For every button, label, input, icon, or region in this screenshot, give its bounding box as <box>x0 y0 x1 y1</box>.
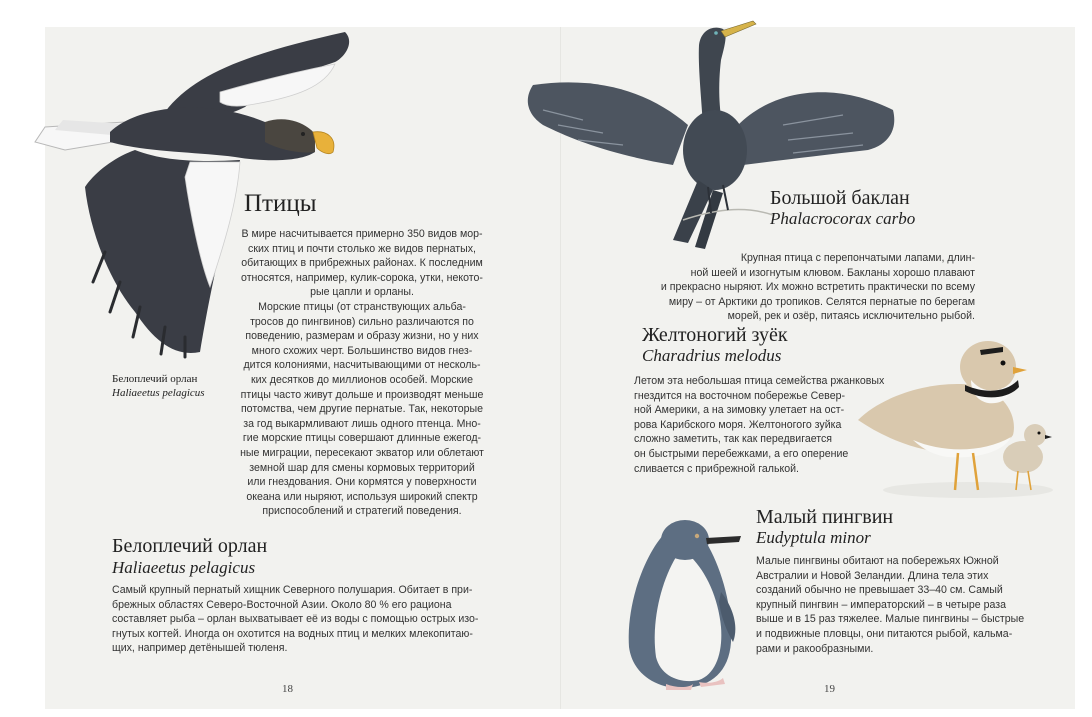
book-spread <box>45 27 1075 709</box>
cormorant-line: Крупная птица с перепончатыми лапами, длин- <box>740 252 975 264</box>
eagle-text <box>112 583 532 656</box>
penguin-line: созданий обычно не превышает 33–40 см. Самый <box>756 584 1003 597</box>
penguin-line: и подвижные пловцы, они питаются рыбой, кальма- <box>756 627 1013 640</box>
eagle-caption-common: Белоплечий орлан <box>112 373 198 385</box>
penguin-latin-name: Eudyptula minor <box>756 528 871 547</box>
intro-line: гие морские птицы совершают длинные ежегод- <box>242 432 482 445</box>
intro-line: Морские птицы (от странствующих альба- <box>258 300 466 313</box>
intro-line: много схожих черт. Большинство видов гнез- <box>251 344 473 357</box>
intro-line: ные миграции, пересекают экватор или облетают <box>240 446 484 459</box>
intro-line: океана или ныряют, используя широкий спектр <box>246 490 478 503</box>
intro-line: ких десятков до миллионов особей. Морские <box>251 373 473 386</box>
plover-line: рова Карибского моря. Желтоногого зуйка <box>634 418 842 431</box>
eagle-line: щих, например детёнышей тюленя. <box>112 642 288 655</box>
plover-text <box>634 374 889 476</box>
eagle-heading: Белоплечий орлан <box>112 535 268 557</box>
intro-line: земной шар для смены кормовых территорий <box>249 461 475 474</box>
intro-line: ских птиц и почти столько же видов пернатых, <box>248 242 476 255</box>
cormorant-line: миру – от Арктики до тропиков. Селятся пернатые по берегам <box>668 295 975 308</box>
plover-line: он быстрыми перебежками, а его оперение <box>634 447 849 460</box>
intro-line: тросов до пингвинов) сильно различаются по <box>250 315 474 328</box>
intro-line: или гнездования. Они кормятся у поверхности <box>247 476 477 489</box>
penguin-line: крупный пингвин – императорский – в четыре раза <box>756 598 1006 611</box>
intro-line: относятся, например, кулик-сорока, утки, некото- <box>241 271 483 284</box>
cormorant-line: и прекрасно ныряют. Их можно встретить практически по всему <box>660 281 975 294</box>
page-number-right: 19 <box>824 683 835 695</box>
eagle-line: составляет рыба – орлан выхватывает её из воды с помощью острых изо- <box>112 613 479 626</box>
plover-line: ной Америки, а на зимовку улетает на ост- <box>634 404 845 417</box>
eagle-caption-latin: Haliaeetus pelagicus <box>112 387 205 399</box>
eagle-line: Самый крупный пернатый хищник Северного полушария. Обитает в при- <box>112 584 473 596</box>
eagle-image-caption <box>112 372 205 400</box>
cormorant-line: морей, рек и озёр, питаясь исключительно рыбой. <box>727 310 975 323</box>
intro-text <box>237 227 487 519</box>
cormorant-latin-name: Phalacrocorax carbo <box>770 209 916 228</box>
little-penguin-illustration <box>621 512 751 692</box>
penguin-line: Малые пингвины обитают на побережьях Южной <box>756 555 999 567</box>
intro-line: обитающих в прибрежных районах. К последним <box>241 257 483 270</box>
plover-heading: Желтоногий зуёк <box>642 324 788 346</box>
penguin-line: рами и ракообразными. <box>756 642 874 655</box>
piping-plover-illustration <box>853 325 1053 505</box>
penguin-heading: Малый пингвин <box>756 506 894 528</box>
plover-latin-name: Charadrius melodus <box>642 346 782 365</box>
intro-line: за год выкармливают лишь одного птенца. Мно- <box>243 417 481 430</box>
page-title: Птицы <box>244 190 317 217</box>
intro-line: потомства, чем другие пернатые. Так, некоторые <box>240 403 484 416</box>
intro-line: В мире насчитывается примерно 350 видов мор- <box>241 228 483 240</box>
intro-line: рые цапли и орланы. <box>310 286 414 299</box>
page-number-left: 18 <box>282 683 293 695</box>
intro-line: поведению, размерам и образу жизни, но у них <box>245 330 479 343</box>
eagle-line: гнутых когтей. Иногда он охотится на водных птиц и мелких млекопитаю- <box>112 627 473 640</box>
plover-line: сливается с прибрежной галькой. <box>634 462 799 475</box>
plover-line: сложно заметить, так как передвигается <box>634 433 833 446</box>
eagle-line: брежных областях Северо-Восточной Азии. Около 80 % его рациона <box>112 598 452 611</box>
intro-line: птицы часто живут дольше и производят меньше <box>240 388 484 401</box>
intro-line: дится колониями, насчитывающими от несколь- <box>243 359 481 372</box>
cormorant-line: ной шеей и изогнутым клювом. Бакланы хорошо плавают <box>690 266 975 279</box>
penguin-text <box>756 554 1046 656</box>
penguin-line: Австралии и Новой Зеландии. Длина тела этих <box>756 569 989 582</box>
cormorant-heading: Большой баклан <box>770 187 910 209</box>
penguin-line: выше и в 15 раз тяжелее. Малые пингвины – быстрые <box>756 613 1025 626</box>
eagle-latin-name: Haliaeetus pelagicus <box>112 558 256 577</box>
plover-line: гнездится на восточном побережье Север- <box>634 389 846 402</box>
plover-line: Летом эта небольшая птица семейства ржанковых <box>634 375 885 387</box>
intro-line: приспособлений и стратегий поведения. <box>262 505 462 518</box>
cormorant-text <box>615 251 975 324</box>
